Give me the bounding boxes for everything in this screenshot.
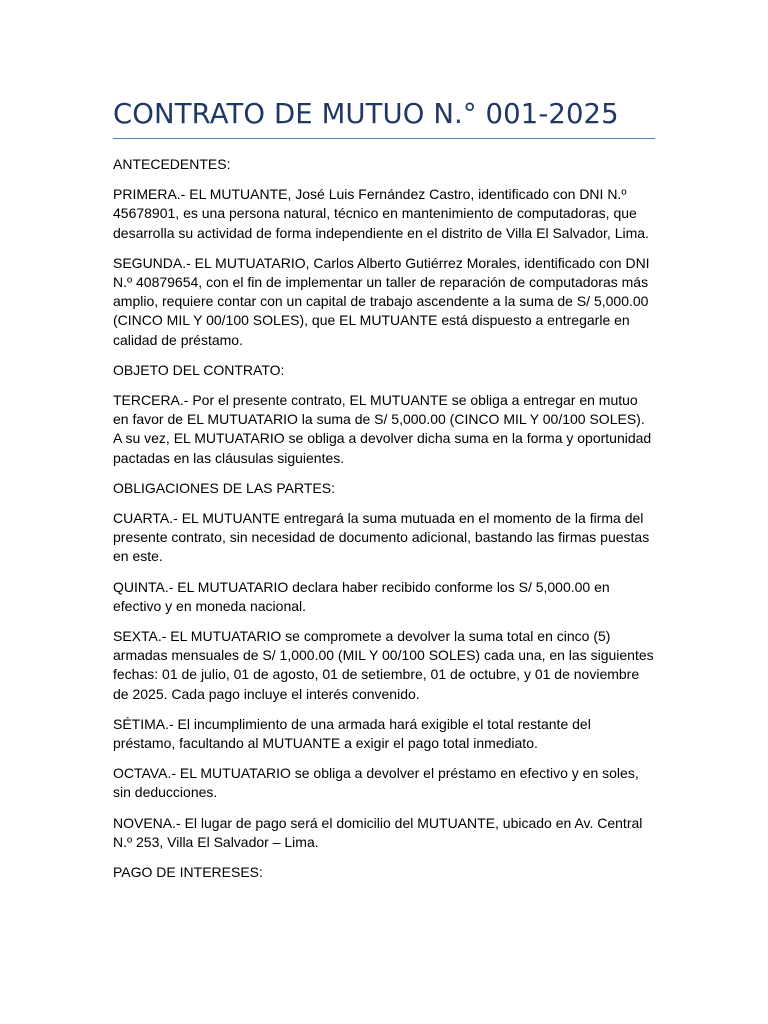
clause-primera: PRIMERA.- EL MUTUANTE, José Luis Fernández Castro, identificado con DNI N.º 45678901, es una persona natural, técnico en mantenimiento de computadoras, que desarrolla su actividad de forma independiente en el distrito de Villa El Salvador, Lima.	[113, 186, 649, 241]
document-title: CONTRATO DE MUTUO N.° 001-2025	[113, 98, 619, 130]
clause-segunda: SEGUNDA.- EL MUTUATARIO, Carlos Alberto Gutiérrez Morales, identificado con DNI N.º 40879654, con el fin de implementar un taller de reparación de computadoras más amplio, requiere contar con un capital de trabajo ascendente a la suma de S/ 5,000.00 (CINCO MIL Y 00/100 SOLES), que EL MUTUANTE está dispuesto a entregarle en calidad de préstamo.	[113, 254, 650, 348]
section-heading-pago-intereses: PAGO DE INTERESES:	[113, 864, 263, 881]
clause-octava: OCTAVA.- EL MUTUATARIO se obliga a devolver el préstamo en efectivo y en soles, sin deducciones.	[113, 765, 639, 801]
section-heading-antecedentes: ANTECEDENTES:	[113, 156, 231, 172]
clause-novena: NOVENA.- El lugar de pago será el domicilio del MUTUANTE, ubicado en Av. Central N.º 253, Villa El Salvador – Lima.	[113, 814, 643, 850]
clause-tercera: TERCERA.- Por el presente contrato, EL MUTUANTE se obliga a entregar en mutuo en favor de EL MUTUATARIO la suma de S/ 5,000.00 (CINCO MIL Y 00/100 SOLES). A su vez, EL MUTUATARIO se obliga a devolver dicha suma en la forma y oportunidad pactadas en las cláusulas siguientes.	[113, 392, 652, 466]
section-heading-objeto: OBJETO DEL CONTRATO:	[113, 361, 285, 378]
title-underline-rule	[113, 138, 655, 139]
clause-setima: SÉTIMA.- El incumplimiento de una armada hará exigible el total restante del préstamo, facultando al MUTUANTE a exigir el pago total inmediato.	[113, 715, 591, 752]
clause-sexta: SEXTA.- EL MUTUATARIO se compromete a devolver la suma total en cinco (5) armadas mensuales de S/ 1,000.00 (MIL Y 00/100 SOLES) cada una, en las siguientes fechas: 01 de julio, 01 de agosto, 01 de setiembre, 01 de octubre, y 01 de noviembre de 2025. Cada pago incluye el interés convenido.	[113, 628, 654, 702]
clause-quinta: QUINTA.- EL MUTUATARIO declara haber recibido conforme los S/ 5,000.00 en efectivo y en moneda nacional.	[113, 578, 610, 614]
section-heading-obligaciones: OBLIGACIONES DE LAS PARTES:	[113, 479, 335, 496]
clause-cuarta: CUARTA.- EL MUTUANTE entregará la suma mutuada en el momento de la firma del presente contrato, sin necesidad de documento adicional, bastando las firmas puestas en este.	[113, 510, 650, 565]
document-body	[113, 96, 655, 893]
